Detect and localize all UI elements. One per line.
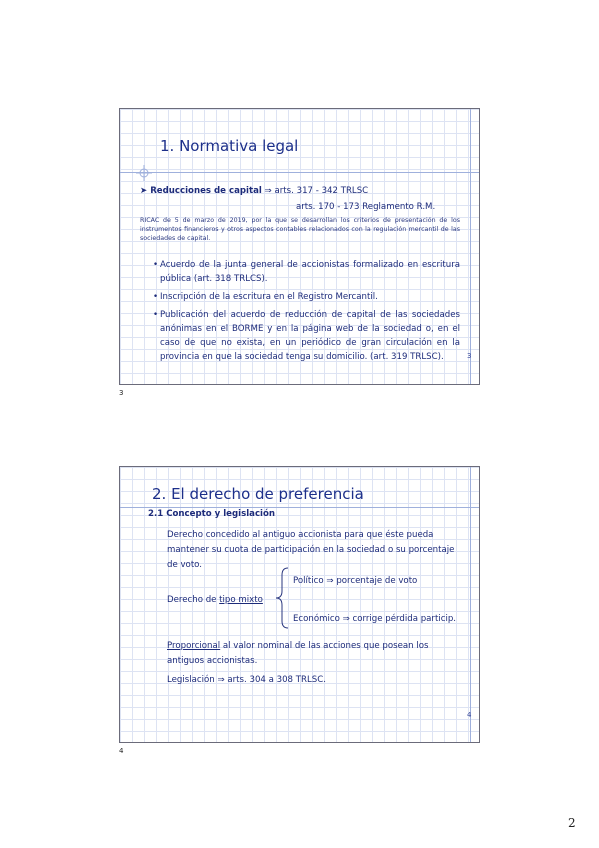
bullet-item <box>153 290 460 304</box>
bullet-icon: • <box>153 260 159 270</box>
slide-1-page-label: 3 <box>119 389 124 397</box>
economic-option: Económico ⇒ corrige pérdida particip. <box>293 614 457 624</box>
reductions-articles: ⇒ arts. 317 - 342 TRLSC <box>261 186 369 196</box>
bullet-text: Inscripción de la escritura en el Registro Mercantil. <box>160 292 378 302</box>
page-number: 2 <box>568 816 576 830</box>
bullet-item <box>153 258 460 286</box>
decor-vertical-line <box>470 109 471 384</box>
slide-title: 1. Normativa legal <box>160 137 299 155</box>
proportional-text <box>167 639 457 669</box>
reductions-header <box>140 185 368 197</box>
ricac-note: RICAC de 5 de marzo de 2019, por la que se desarrollan los criterios de presentación de los instrumentos financieros y otros aspectos contables relacionados con la regulación mercantil de las sociedades de capital. <box>140 217 460 242</box>
proportional-rest: al valor nominal de las acciones que posean los antiguos accionistas. <box>167 641 429 666</box>
political-option: Político ⇒ porcentaje de voto <box>293 576 418 586</box>
slide-1 <box>119 108 480 385</box>
crosshair-icon <box>136 165 152 181</box>
decor-horizontal-line <box>120 172 479 173</box>
decor-vertical-line <box>470 467 471 742</box>
bullet-icon: • <box>153 292 159 302</box>
regulation-articles: arts. 170 - 173 Reglamento R.M. <box>296 202 436 212</box>
bullet-item <box>153 308 460 364</box>
bullet-text: Publicación del acuerdo de reducción de capital de las sociedades anónimas en el BORME y en la página web de la sociedad o, en el caso de que no exista, en un periódico de gran circulación en la provincia en que la sociedad tenga su domicilio. (art. 319 TRLSC). <box>160 310 460 362</box>
slide-subtitle: 2.1 Concepto y legislación <box>148 509 276 519</box>
brace-icon <box>274 567 290 629</box>
legislation-text: Legislación ⇒ arts. 304 a 308 TRLSC. <box>167 675 326 685</box>
slide-2-page-label: 4 <box>119 747 124 755</box>
bullet-icon: • <box>153 310 159 320</box>
proportional-underlined: Proporcional <box>167 641 221 651</box>
slide-number: 4 <box>467 711 472 719</box>
slide-number: 3 <box>467 352 472 360</box>
mixed-prefix: Derecho de <box>167 595 220 605</box>
mixed-underlined: tipo mixto <box>219 595 263 605</box>
slide-2 <box>119 466 480 743</box>
mixed-type-label <box>167 594 263 606</box>
slide-title: 2. El derecho de preferencia <box>152 485 364 503</box>
right-definition: Derecho concedido al antiguo accionista para que éste pueda mantener su cuota de participación en la sociedad o su porcentaje de voto. <box>167 530 455 570</box>
reductions-label: ➤ Reducciones de capital <box>140 186 262 196</box>
bullet-text: Acuerdo de la junta general de accionistas formalizado en escritura pública (art. 318 TRLCS). <box>160 260 460 284</box>
